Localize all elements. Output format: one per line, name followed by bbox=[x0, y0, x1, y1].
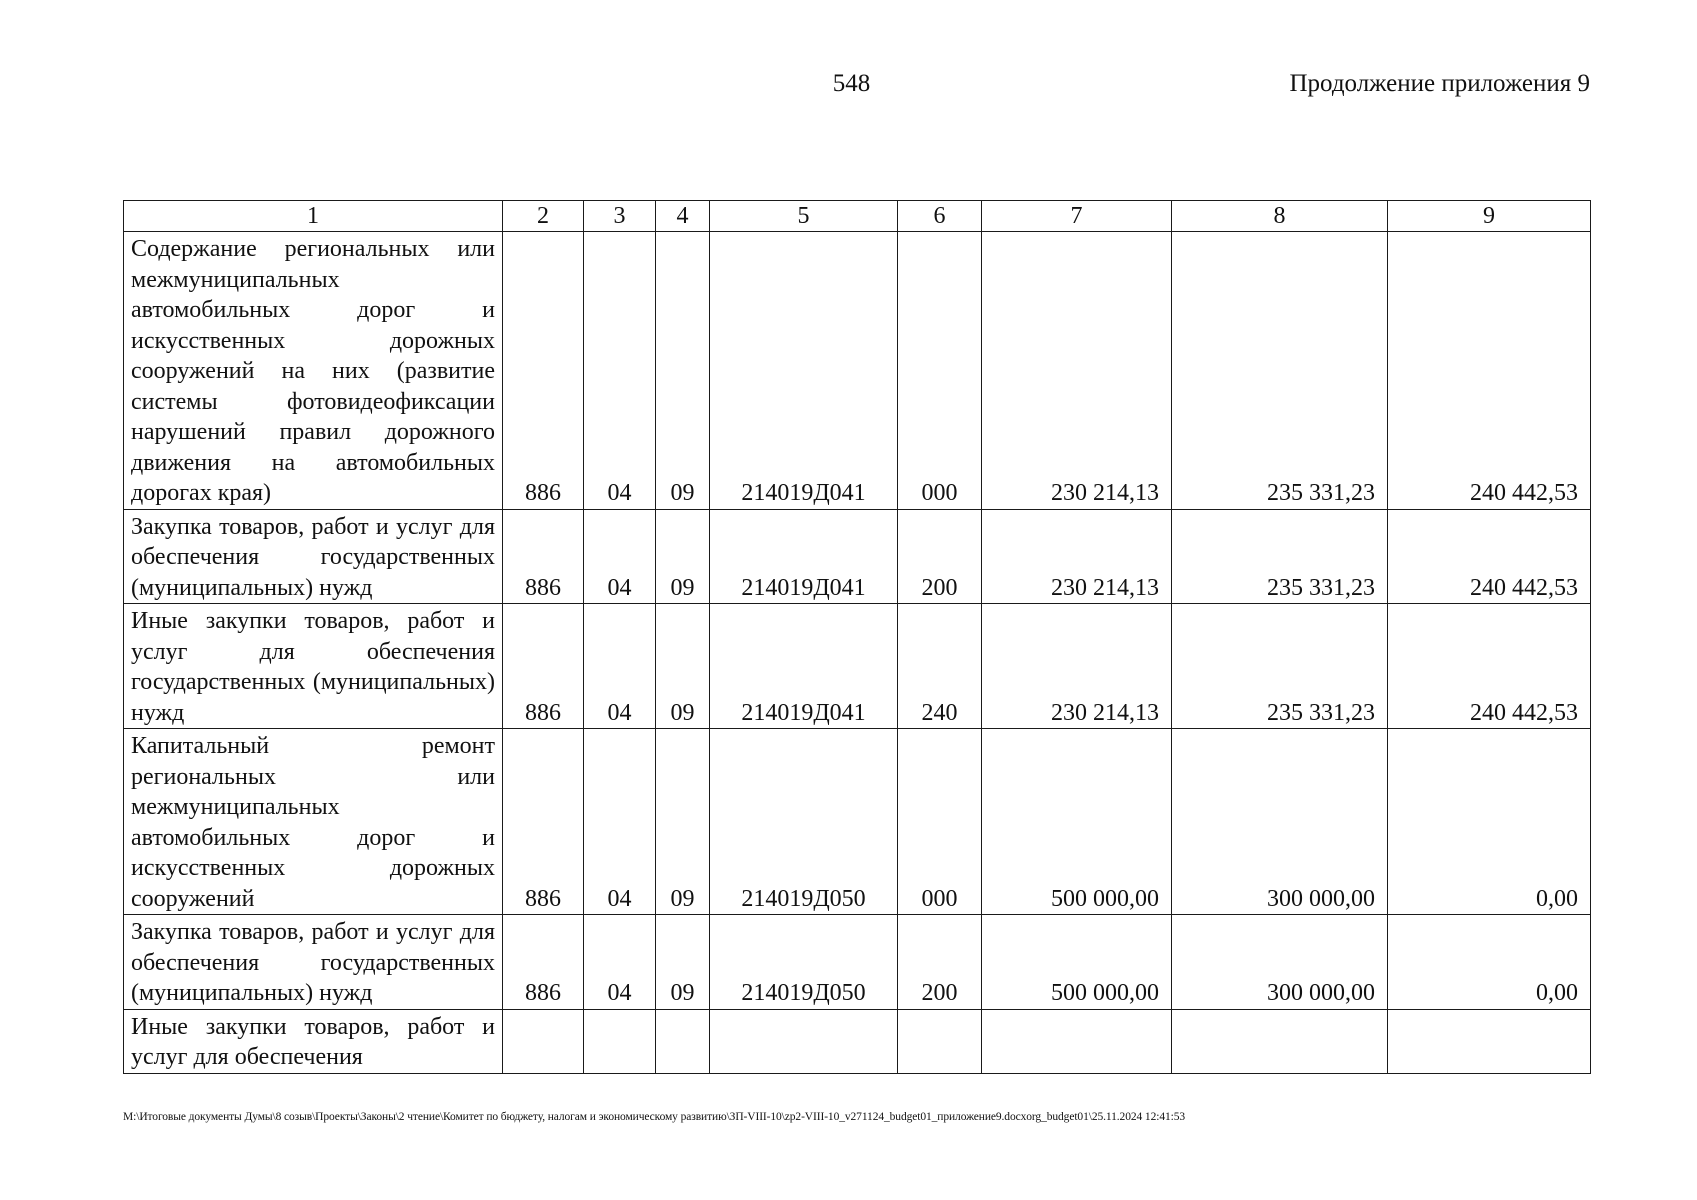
footer-file-path: М:\Итоговые документы Думы\8 созыв\Проекты\Законы\2 чтение\Комитет по бюджету, налогам и экономическому развитию\ЗП-VIII-10\zp2-VIII-10_v271124_budget01_приложение9.docxorg_budget01\25.11.2024 12:41:53 bbox=[123, 1111, 1186, 1123]
cell-section: 04 bbox=[584, 915, 656, 1010]
table-row bbox=[124, 604, 1591, 729]
cell-target-article: 214019Д041 bbox=[710, 509, 898, 604]
cell-amount-col9: 0,00 bbox=[1388, 915, 1591, 1010]
row-name-cell: Иные закупки товаров, работ и услуг для обеспечения государственных (муниципальных) нужд bbox=[124, 604, 503, 729]
empty-cell bbox=[710, 1009, 898, 1073]
cell-section: 04 bbox=[584, 604, 656, 729]
cell-amount-col8: 235 331,23 bbox=[1172, 604, 1388, 729]
cell-subsection: 09 bbox=[656, 729, 710, 915]
cell-section: 04 bbox=[584, 509, 656, 604]
header-cell: 3 bbox=[584, 201, 656, 232]
cell-amount-col9: 0,00 bbox=[1388, 729, 1591, 915]
header-cell: 5 bbox=[710, 201, 898, 232]
empty-cell bbox=[982, 1009, 1172, 1073]
cell-amount-col8: 235 331,23 bbox=[1172, 232, 1388, 510]
header-cell: 1 bbox=[124, 201, 503, 232]
cell-expense-type: 200 bbox=[898, 509, 982, 604]
cell-amount-col9: 240 442,53 bbox=[1388, 509, 1591, 604]
header-cell: 4 bbox=[656, 201, 710, 232]
empty-cell bbox=[656, 1009, 710, 1073]
header-cell: 6 bbox=[898, 201, 982, 232]
cell-amount-col7: 230 214,13 bbox=[982, 509, 1172, 604]
cell-subsection: 09 bbox=[656, 604, 710, 729]
cell-amount-col7: 230 214,13 bbox=[982, 232, 1172, 510]
table-row bbox=[124, 509, 1591, 604]
cell-expense-type: 240 bbox=[898, 604, 982, 729]
header-cell: 7 bbox=[982, 201, 1172, 232]
empty-cell bbox=[584, 1009, 656, 1073]
cell-ministry-code: 886 bbox=[503, 232, 584, 510]
page-number: 548 bbox=[832, 70, 871, 97]
cell-ministry-code: 886 bbox=[503, 509, 584, 604]
table-header-row bbox=[124, 201, 1591, 232]
budget-table bbox=[123, 200, 1591, 1074]
cell-target-article: 214019Д041 bbox=[710, 604, 898, 729]
cell-expense-type: 000 bbox=[898, 729, 982, 915]
cell-target-article: 214019Д041 bbox=[710, 232, 898, 510]
cell-subsection: 09 bbox=[656, 232, 710, 510]
empty-cell bbox=[898, 1009, 982, 1073]
cell-section: 04 bbox=[584, 729, 656, 915]
cell-expense-type: 000 bbox=[898, 232, 982, 510]
row-name-cell: Капитальный ремонт региональных или межмуниципальных автомобильных дорог и искусственных дорожных сооружений bbox=[124, 729, 503, 915]
row-name-cell: Закупка товаров, работ и услуг для обеспечения государственных (муниципальных) нужд bbox=[124, 915, 503, 1010]
cell-amount-col7: 500 000,00 bbox=[982, 729, 1172, 915]
row-name-cell: Содержание региональных или межмуниципальных автомобильных дорог и искусственных дорожных сооружений на них (развитие системы фотовидеофиксации нарушений правил дорожного движения на автомобильных дорогах края) bbox=[124, 232, 503, 510]
header-cell: 9 bbox=[1388, 201, 1591, 232]
table-row bbox=[124, 232, 1591, 510]
cell-amount-col8: 300 000,00 bbox=[1172, 915, 1388, 1010]
row-name-cell: Иные закупки товаров, работ и услуг для обеспечения bbox=[124, 1009, 503, 1073]
cell-expense-type: 200 bbox=[898, 915, 982, 1010]
header-cell: 8 bbox=[1172, 201, 1388, 232]
cell-ministry-code: 886 bbox=[503, 729, 584, 915]
cell-target-article: 214019Д050 bbox=[710, 915, 898, 1010]
cell-amount-col8: 235 331,23 bbox=[1172, 509, 1388, 604]
cell-ministry-code: 886 bbox=[503, 604, 584, 729]
table-row bbox=[124, 1009, 1591, 1073]
empty-cell bbox=[1388, 1009, 1591, 1073]
cell-ministry-code: 886 bbox=[503, 915, 584, 1010]
header-cell: 2 bbox=[503, 201, 584, 232]
empty-cell bbox=[1172, 1009, 1388, 1073]
table-row bbox=[124, 729, 1591, 915]
cell-subsection: 09 bbox=[656, 509, 710, 604]
table-row bbox=[124, 915, 1591, 1010]
cell-amount-col9: 240 442,53 bbox=[1388, 232, 1591, 510]
cell-amount-col7: 230 214,13 bbox=[982, 604, 1172, 729]
cell-amount-col7: 500 000,00 bbox=[982, 915, 1172, 1010]
row-name-cell: Закупка товаров, работ и услуг для обеспечения государственных (муниципальных) нужд bbox=[124, 509, 503, 604]
cell-section: 04 bbox=[584, 232, 656, 510]
cell-amount-col8: 300 000,00 bbox=[1172, 729, 1388, 915]
cell-subsection: 09 bbox=[656, 915, 710, 1010]
cell-amount-col9: 240 442,53 bbox=[1388, 604, 1591, 729]
empty-cell bbox=[503, 1009, 584, 1073]
cell-target-article: 214019Д050 bbox=[710, 729, 898, 915]
continuation-label: Продолжение приложения 9 bbox=[1289, 70, 1590, 97]
